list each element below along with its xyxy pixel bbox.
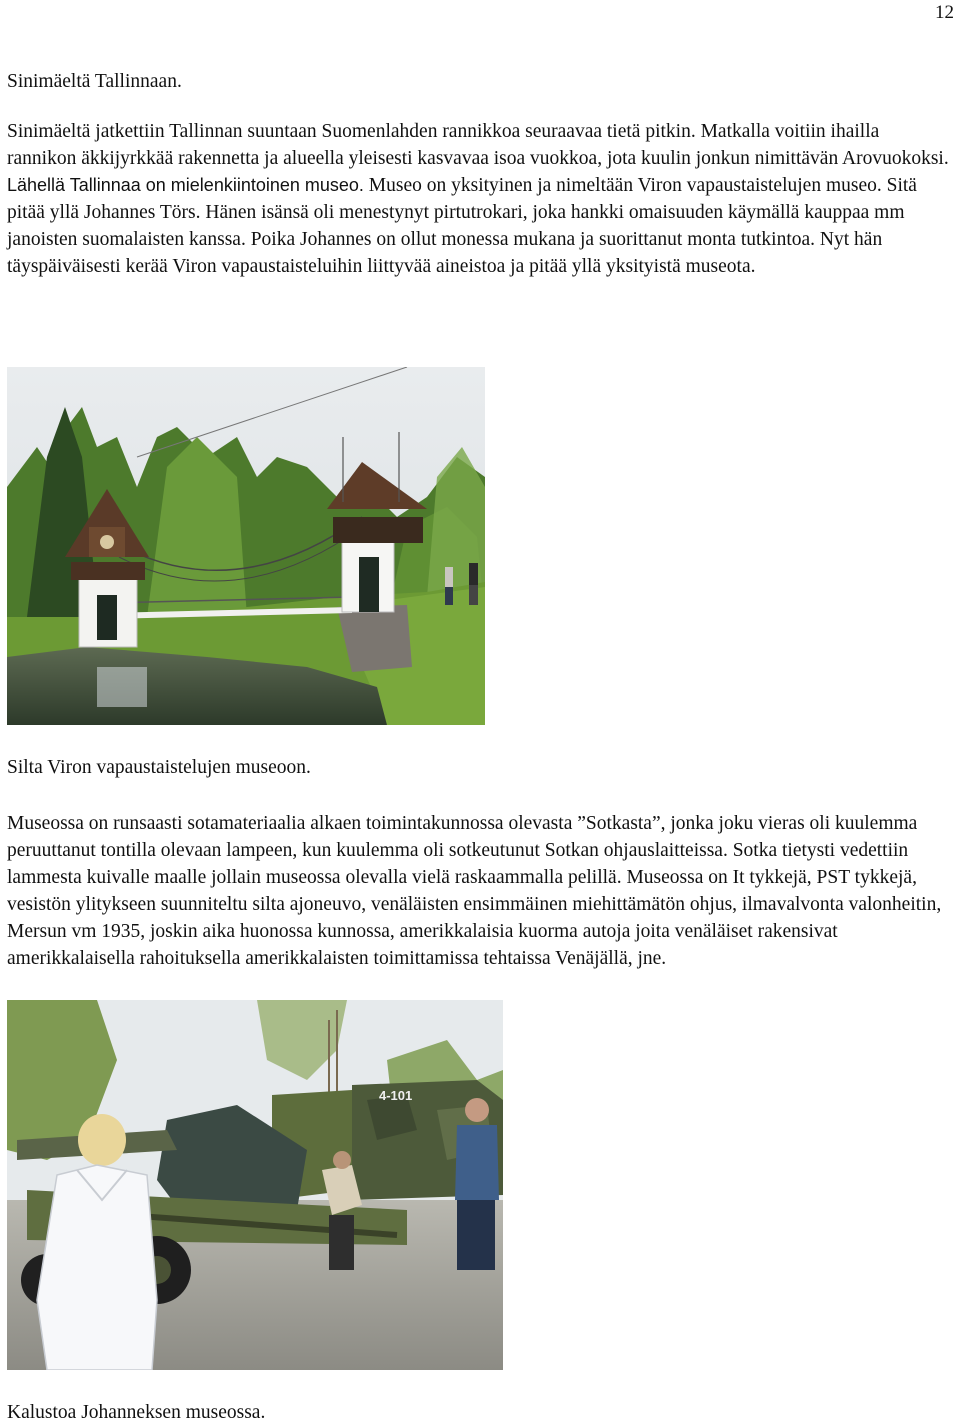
caption-bridge: Silta Viron vapaustaistelujen museoon. [7,757,311,778]
paragraph-intro-text: Sinimäeltä jatkettiin Tallinnan suuntaan Suomenlahden rannikkoa seuraavaa tietä pitkin. Matkalla voitiin ihailla rannikon äkkijyrkkää rakennetta ja alueella yleisesti kasvavaa isoa vuokkoa, jota kuulin jonkun nimittävän Arovuokoksi. [7,121,949,169]
museum-equipment-image [7,1000,503,1370]
caption-equipment: Kalustoa Johanneksen museossa. [7,1402,266,1423]
page-number: 12 [935,2,954,23]
bridge-photo-image [7,367,485,725]
section-heading: Sinimäeltä Tallinnaan. [7,71,182,92]
truck-marking: 4-101 [379,1088,413,1103]
paragraph-museum-sentence: Lähellä Tallinnaa on mielenkiintoinen museo. [7,175,364,195]
paragraph-museum-text: Museo on yksityinen ja nimeltään Viron vapaustaistelujen museo. Sitä pitää yllä Johannes Törs. Hänen isänsä oli menestynyt pirtutrokari, joka hankki omaisuuden käymällä kauppaa mm janoisten suomalaisten kanssa. Poika Johannes on ollut monessa mukana ja suorittanut monta tutkintoa. Nyt hän täyspäiväisesti kerää Viron vapaustaisteluihin liittyvää aineistoa ja pitää yllä yksityistä museota. [7,175,917,277]
paragraph-museum-equipment: Museossa on runsaasti sotamateriaalia alkaen toimintakunnossa olevasta ”Sotkasta”, jonka joku vieras oli kuulemma peruuttanut tontilla olevaan lampeen, kun kuulemma oli sotkeutunut Sotkan ohjauslaitteissa. Sotka tietysti vedettiin lammesta kuivalle maalle jollain museossa olevalla vielä raskaammalla pelillä. Museossa on It tykkejä, PST tykkejä, vesistön ylitykseen suunniteltu silta ajoneuvo, venäläisten ensimmäinen miehittämätön ohjus, ilmavalvonta valonheitin, Mersun vm 1935, joskin aika huonossa kunnossa, amerikkalaisia kuorma autoja joita venäläiset rakensivat amerikkalaisella rahoituksella amerikkalaisten toimittamissa tehtaissa Venäjällä, jne. [7,813,942,969]
museum-equipment-photo [7,1000,503,1370]
paragraph-intro [7,118,952,280]
bridge-photo [7,367,485,725]
